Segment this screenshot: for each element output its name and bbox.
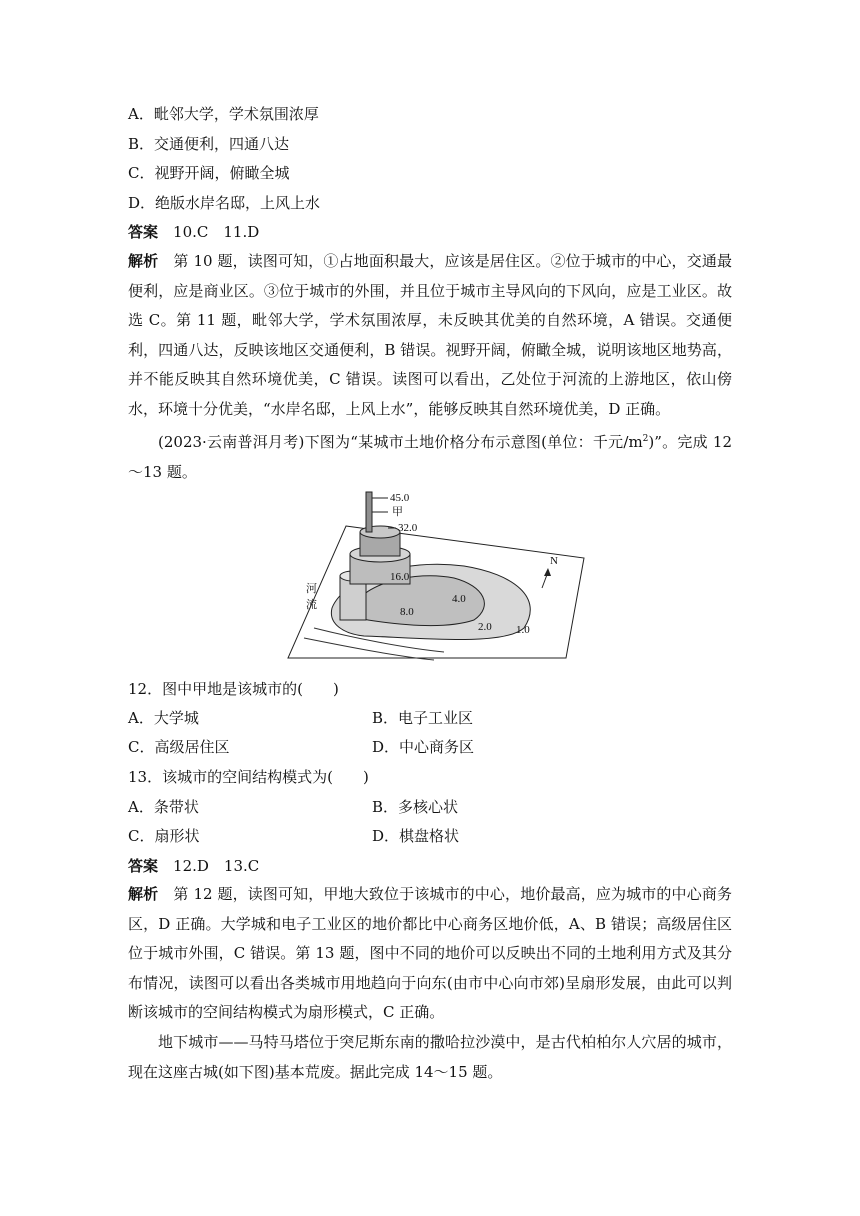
label-32: 32.0 <box>398 522 418 534</box>
q12-stem: 12．图中甲地是该城市的( ) <box>128 680 339 698</box>
label-river-2: 流 <box>306 599 317 611</box>
analysis-label: 解析 <box>128 252 159 270</box>
intro-text-1: (2023·云南普洱月考)下图为“某城市土地价格分布示意图(单位：千元/m <box>158 433 643 451</box>
label-2: 2.0 <box>478 621 492 633</box>
label-north: N <box>550 555 558 567</box>
label-8: 8.0 <box>400 606 414 618</box>
analysis-text: 第 10 题，读图可知，①占地面积最大，应该是居住区。②位于城市的中心，交通最便利，应是商业区。③位于城市的外围，并且位于城市主导风向的下风向，应是工业区。故选 C。第 11 题，毗邻大学，学术氛围浓厚，未反映其优美的自然环境，A 错误。交通便利，四通八达，反映该地区交通便利，B 错误。视野开阔，俯瞰全城，说明该地区地势高，并不能反映其自然环境优美，C 错误。读图可以看出，乙处位于河流的上游地区，依山傍水，环境十分优美，“水岸名邸，上风上水”，能够反映其自然环境优美，D 正确。 <box>128 252 732 418</box>
q13-stem: 13．该城市的空间结构模式为( ) <box>128 768 369 786</box>
label-1: 1.0 <box>516 624 530 636</box>
label-45: 45.0 <box>390 492 410 504</box>
q12-option-a: A．大学城 <box>128 709 199 727</box>
analysis-text: 第 12 题，读图可知，甲地大致位于该城市的中心，地价最高，应为城市的中心商务区，D 正确。大学城和电子工业区的地价都比中心商务区地价低，A、B 错误；高级居住区位于城市外围，C 错误。第 13 题，图中不同的地价可以反映出不同的土地利用方式及其分布情况，读图可以看出各类城市用地趋向于向东(由市中心向市郊)呈扇形发展，由此可以判断该城市的空间结构模式为扇形模式，C 正确。 <box>128 885 732 1022</box>
q11-option-d: D．绝版水岸名邸，上风上水 <box>128 194 321 212</box>
answer-text: 10.C 11.D <box>173 223 260 241</box>
intro-superscript: 2 <box>642 434 649 444</box>
q11-option-a: A．毗邻大学，学术氛围浓厚 <box>128 105 319 123</box>
analysis-10-11 <box>128 247 732 425</box>
q11-option-b: B．交通便利，四通八达 <box>128 135 290 153</box>
q12-option-b: B．电子工业区 <box>372 709 474 727</box>
label-river-1: 河 <box>306 583 317 595</box>
q13-option-d: D．棋盘格状 <box>372 827 460 845</box>
answer-10-11 <box>128 222 259 242</box>
land-price-figure <box>284 488 594 664</box>
q13-option-b: B．多核心状 <box>372 798 459 816</box>
intro-12-13 <box>128 425 732 487</box>
intro-14-15: 地下城市——马特马塔位于突尼斯东南的撒哈拉沙漠中，是古代柏柏尔人穴居的城市，现在这座古城(如下图)基本荒废。据此完成 14～15 题。 <box>128 1033 732 1081</box>
q12-option-c: C．高级居住区 <box>128 738 230 756</box>
q13-option-c: C．扇形状 <box>128 827 200 845</box>
label-4: 4.0 <box>452 593 466 605</box>
cylinder-45 <box>366 492 372 532</box>
analysis-12-13 <box>128 880 732 1028</box>
q11-option-c: C．视野开阔，俯瞰全城 <box>128 164 290 182</box>
q13-option-a: A．条带状 <box>128 798 199 816</box>
label-jia: 甲 <box>392 506 403 518</box>
answer-12-13 <box>128 856 259 876</box>
label-16: 16.0 <box>390 571 410 583</box>
answer-label: 答案 <box>128 223 159 241</box>
intro-text-2: )”。完成 12～13 题。 <box>128 433 732 481</box>
analysis-label: 解析 <box>128 885 159 903</box>
answer-text: 12.D 13.C <box>173 857 260 875</box>
answer-label: 答案 <box>128 857 159 875</box>
q12-option-d: D．中心商务区 <box>372 738 475 756</box>
